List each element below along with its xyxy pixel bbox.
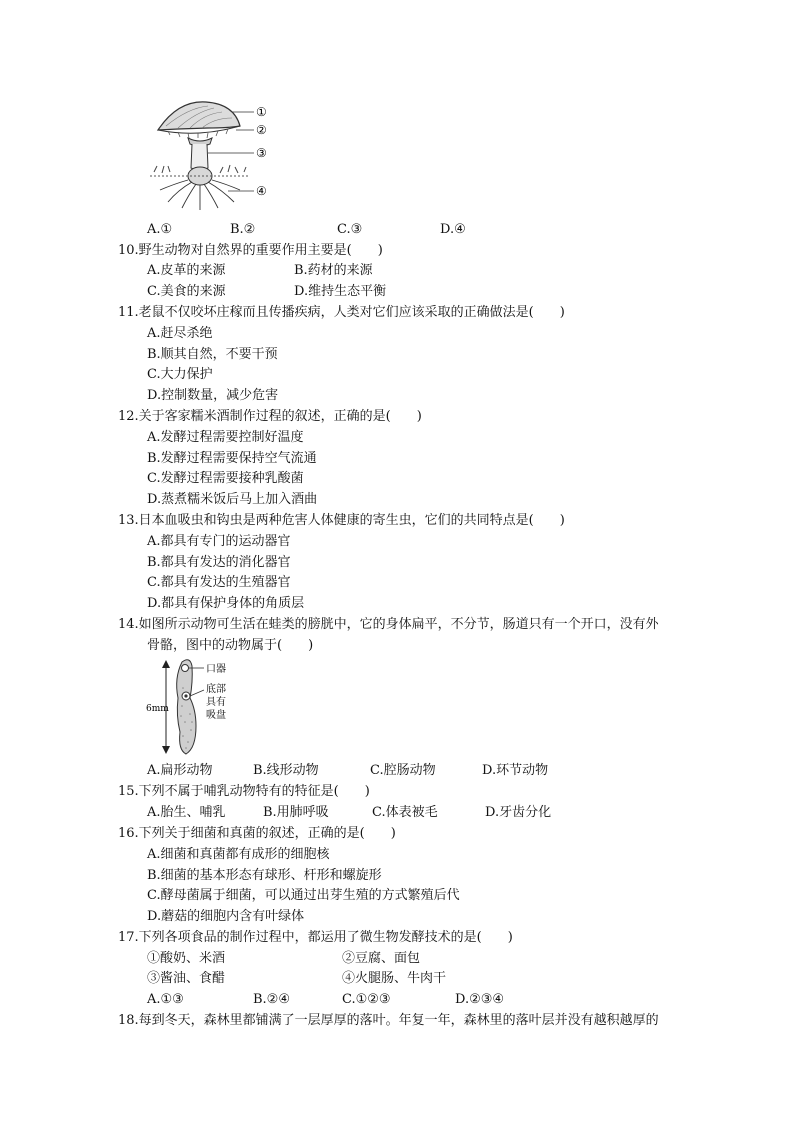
q17-option-c: C.①②③ <box>342 992 391 1007</box>
mushroom-label-2: ② <box>256 123 267 137</box>
flatworm-mouth-label: 口器 <box>206 664 226 675</box>
q15-option-a: A.胎生、哺乳 <box>147 805 226 820</box>
q11-option-d: D.控制数量，减少危害 <box>147 388 279 403</box>
q11-stem: 11.老鼠不仅咬坏庄稼而且传播疾病，人类对它们应该采取的正确做法是( ) <box>118 305 565 320</box>
q17-stem: 17.下列各项食品的制作过程中，都运用了微生物发酵技术的是( ) <box>118 930 513 945</box>
q17-item-4: ④火腿肠、牛肉干 <box>342 971 447 986</box>
q15-option-b: B.用肺呼吸 <box>263 805 329 820</box>
q13-option-a: A.都具有专门的运动器官 <box>147 534 291 549</box>
q12-option-c: C.发酵过程需要接种乳酸菌 <box>147 471 304 486</box>
flatworm-sucker-label-3: 吸盘 <box>206 710 226 721</box>
q14-option-b: B.线形动物 <box>253 763 319 778</box>
q17-item-3: ③酱油、食醋 <box>147 971 226 986</box>
mushroom-label-3: ③ <box>256 146 267 160</box>
flatworm-figure <box>146 658 256 758</box>
q16-option-c: C.酵母菌属于细菌，可以通过出芽生殖的方式繁殖后代 <box>147 888 460 903</box>
q17-option-d: D.②③④ <box>455 992 505 1007</box>
q11-option-b: B.顺其自然，不要干预 <box>147 347 278 362</box>
q16-stem: 16.下列关于细菌和真菌的叙述，正确的是( ) <box>118 826 396 841</box>
q15-option-c: C.体表被毛 <box>372 805 438 820</box>
q16-option-a: A.细菌和真菌都有成形的细胞核 <box>147 847 330 862</box>
q9-option-b: B.② <box>230 222 256 237</box>
q17-item-2: ②豆腐、面包 <box>342 951 421 966</box>
q11-option-c: C.大力保护 <box>147 367 213 382</box>
flatworm-sucker-label-1: 底部 <box>206 684 226 695</box>
q9-option-c: C.③ <box>337 222 363 237</box>
q14-option-c: C.腔肠动物 <box>370 763 436 778</box>
q17-option-a: A.①③ <box>147 992 184 1007</box>
q13-option-b: B.都具有发达的消化器官 <box>147 555 291 570</box>
q18-stem: 18.每到冬天，森林里都铺满了一层厚厚的落叶。年复一年，森林里的落叶层并没有越积越厚的 <box>118 1013 659 1028</box>
q12-stem: 12.关于客家糯米酒制作过程的叙述，正确的是( ) <box>118 409 422 424</box>
q15-stem: 15.下列不属于哺乳动物特有的特征是( ) <box>118 784 370 799</box>
q12-option-d: D.蒸煮糯米饭后马上加入酒曲 <box>147 492 318 507</box>
q17-item-1: ①酸奶、米酒 <box>147 951 226 966</box>
q16-option-d: D.蘑菇的细胞内含有叶绿体 <box>147 909 305 924</box>
q10-option-d: D.维持生态平衡 <box>294 284 387 299</box>
q9-option-a: A.① <box>147 222 173 237</box>
q12-option-b: B.发酵过程需要保持空气流通 <box>147 451 317 466</box>
q14-stem-line1: 14.如图所示动物可生活在蛙类的膀胱中，它的身体扁平，不分节，肠道只有一个开口，没有外 <box>118 617 659 632</box>
q16-option-b: B.细菌的基本形态有球形、杆形和螺旋形 <box>147 868 382 883</box>
q17-option-b: B.②④ <box>253 992 290 1007</box>
q14-option-a: A.扁形动物 <box>147 763 213 778</box>
flatworm-mouth <box>182 665 189 672</box>
q13-option-c: C.都具有发达的生殖器官 <box>147 575 291 590</box>
flatworm-size-label: 6mm <box>146 704 169 714</box>
q14-stem-line2: 骨骼，图中的动物属于( ) <box>147 638 314 653</box>
q14-option-d: D.环节动物 <box>482 763 549 778</box>
q10-stem: 10.野生动物对自然界的重要作用主要是( ) <box>118 243 383 258</box>
mushroom-label-4: ④ <box>256 184 267 198</box>
q10-option-b: B.药材的来源 <box>294 263 373 278</box>
q12-option-a: A.发酵过程需要控制好温度 <box>147 430 304 445</box>
mushroom-figure <box>148 98 278 212</box>
flatworm-body <box>177 660 196 754</box>
q9-option-d: D.④ <box>440 222 466 237</box>
q13-option-d: D.都具有保护身体的角质层 <box>147 596 305 611</box>
flatworm-sucker-label-2: 具有 <box>206 697 226 708</box>
mushroom-cap <box>158 102 240 130</box>
q15-option-d: D.牙齿分化 <box>485 805 552 820</box>
q13-stem: 13.日本血吸虫和钩虫是两种危害人体健康的寄生虫，它们的共同特点是( ) <box>118 513 565 528</box>
mushroom-label-1: ① <box>256 105 267 119</box>
q10-option-c: C.美食的来源 <box>147 284 226 299</box>
q10-option-a: A.皮革的来源 <box>147 263 226 278</box>
q11-option-a: A.赶尽杀绝 <box>147 326 213 341</box>
